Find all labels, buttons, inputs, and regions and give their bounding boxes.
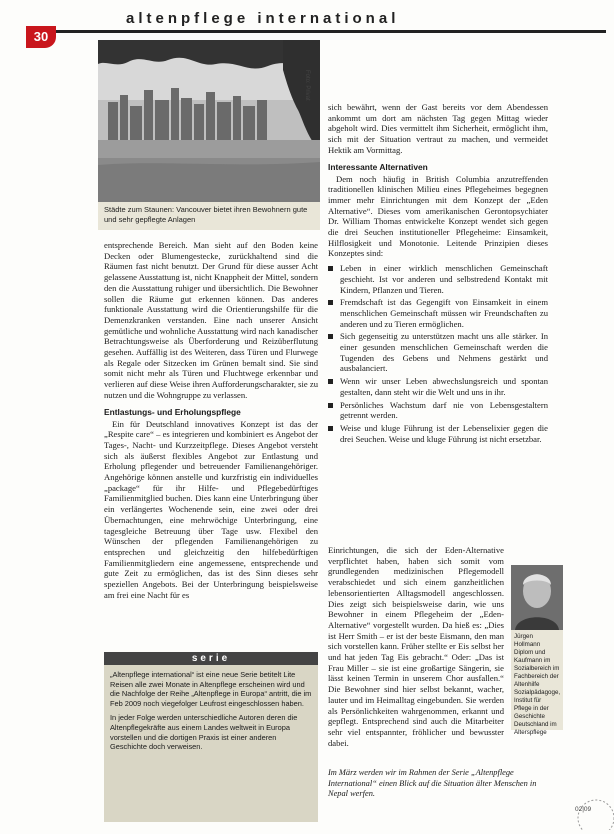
serie-box xyxy=(104,652,318,822)
subheading-alternatives: Interessante Alternativen xyxy=(328,161,428,172)
page-number: 30 xyxy=(26,26,56,48)
serie-text-2: In jeder Folge werden unterschiedliche Autoren deren die Altenpflegekräfte aus einem Landes weltweit in Europa vorstellen und die dortigen Praxis ist einer anderen Geschichte doch verweisen. xyxy=(110,713,298,752)
right-intro: sich bewährt, wenn der Gast bereits vor dem Abendessen ankommt um dort am nächsten Tag gegen Mittag wieder abgeholt wird. Dies vermittelt ihm Sicherheit, ermöglicht ihm, sich mit der Situation vertraut zu machen, und vermeidet Hektik am Vormittag. xyxy=(328,102,548,155)
bullet-square-icon xyxy=(328,426,333,431)
serie-body xyxy=(110,670,312,757)
list-item: Leben in einer wirklich menschlichen Gemeinschaft geschieht. Ist vor anderen und selbstredend Kontakt mit Kindern, Pflanzen und Tieren. xyxy=(328,263,548,295)
list-item: Fremdschaft ist das Gegengift von Einsamkeit in einem menschlichen Gemeinschaft müssen wir Freundschaften zu anderen und zu Tieren ermöglichen. xyxy=(328,297,548,329)
header-rule xyxy=(26,30,606,33)
list-item: Persönliches Wachstum darf nie von Lebensgestaltern getrennt werden. xyxy=(328,400,548,421)
right-lower-column xyxy=(328,545,504,752)
bullet-square-icon xyxy=(328,266,333,271)
author-portrait xyxy=(511,565,563,630)
list-item: Weise und kluge Führung ist der Lebenselixier gegen die drei Seuchen. Weise und kluge Führung ist nicht ersetzbar. xyxy=(328,423,548,444)
principles-list xyxy=(328,263,548,444)
list-item: Wenn wir unser Leben abwechslungsreich und spontan gestalten, dann steht wir die Welt und uns in ihr. xyxy=(328,376,548,397)
header-bar xyxy=(26,12,606,30)
bullet-square-icon xyxy=(328,403,333,408)
magazine-title: altenpflege international xyxy=(126,10,400,27)
issue-number: 02|09 xyxy=(575,806,592,813)
bullet-square-icon xyxy=(328,300,333,305)
serie-label: serie xyxy=(104,652,318,665)
portrait-caption: Jürgen Hollmann Diplom und Kaufmann im Sozialbereich im Fachbereich der Altenhilfe Sozialpädagoge, Institut für Pflege in der Geschichte Deutschland im Alterspflege xyxy=(514,633,561,736)
photo-caption: Städte zum Staunen: Vancouver bietet ihren Bewohnern gute und sehr gepflegte Anlagen xyxy=(104,205,308,224)
vancouver-photo xyxy=(98,40,320,202)
serie-text-1: „Altenpflege international“ ist eine neue Serie betitelt Lite Reisen alle zwei Monate in Altenpflege erscheinen wird und die Nachfolge der Reihe „Altenpflege in Europa“ antritt, die im Feb 2009 noch viegefolger Leufrost eingeschlossen haben. xyxy=(110,670,312,708)
list-item: Sich gegenseitig zu unterstützen macht uns alle stärker. In einer gesunden menschlichen Gemeinschaft werden die Tugenden des Gebens und Nehmens gestärkt und ausbalanciert. xyxy=(328,331,548,374)
portrait-caption-box xyxy=(511,630,563,736)
next-issue-note: Im März werden wir im Rahmen der Serie „Altenpflege International“ einen Blick auf die Situation älter Menschen in Nepal werfen. xyxy=(328,768,537,798)
subheading-respite: Entlastungs- und Erholungspflege xyxy=(104,406,241,417)
left-paragraph-2: Ein für Deutschland innovatives Konzept ist das der „Respite care“ – es integrieren und kombiniert es Angebot der Tages-, Nacht- und Kurzzeitpflege. Dieses Angebot versteht sich als äußerst flexibles Angebot zur Entlastung und Erholung pflegender und betreuender Familienangehöriger. Angehörige können anstelle und kurzfristig ein individuelles „package“ für ihr Hilfe- und Pflegebedürftiges Familienmitglied buchen. Dies kann eine Unterbringung über ein verlängertes Wochenende sein, eine zwei oder drei Übernachtungen, eine mehrwöchige Unterbringung, eine tagesgleiche Betreuung über Tage usw. Flexibel den Wünschen der pflegenden Familienangehörigen zu entsprechen und gleichzeitig den hilfebedürftigen Familienmitgliedern eine angemessene, entsprechende und gute Zeit zu ermöglichen, das ist des Sinn dieses sehr speziellen Angebots. Bei der Unterbringung beispielsweise am frei eine Nacht für es xyxy=(104,418,318,600)
left-column xyxy=(104,240,318,605)
left-paragraph-1: entsprechende Bereich. Man sieht auf den Boden keine Decken oder Blumengestecke, zurückhaltend sind die Räumen fast nicht benutzt. Der Grund für diese ausser Acht gelassene Ausstattung ist, nicht Knappheit der Mittel, sondern den die Ausstattung ruhiger und übersichtlich. Die Bewohner sollen die Räume gut erkennen können. Das anderes funktionale Ausstattung wird die Orientierungshilfe für die Demenzkranken verstanden. Eine nach unserer Ansicht gemütliche und wohnliche Ausstattung wird nach kanadischer Betrachtungsweise als Überforderung und Reizüberflutung gesehen. Auffällig ist des Weiteren, dass Türen und Flurwege als Regale oder Sitzecken im Grünen bemalt sind. Sie sind somit nicht mehr als Türen und Fluchtwege erkennbar und verlieren auf diese Weise ihren Aufforderungscharakter, sie zu nutzen und die Wohngruppe zu verlassen. xyxy=(104,240,318,400)
bullet-square-icon xyxy=(328,334,333,339)
photo-credit: Foto: Privat xyxy=(304,70,310,101)
photo-caption-box xyxy=(98,202,320,230)
right-column xyxy=(328,102,548,446)
bullet-square-icon xyxy=(328,379,333,384)
right-paragraph: Dem noch häufig in British Columbia anzutreffenden traditionellen klinischen Milieu eines Pflegeheimes begegnen immer mehr Einrichtungen mit dem Konzept der „Eden Alternative“. Dieses vom amerikanischen Gerontopsychiater Dr. William Thomas entwickelte Konzept wendet sich gegen die drei Seuchen institutioneller Pflegeheime: Einsamkeit, Hilflosigkeit und Monotonie. Leitende Prinzipien dieses Konzeptes sind: xyxy=(328,173,548,259)
right-lower-paragraph: Einrichtungen, die sich der Eden-Alternative verpflichtet haben, haben sich somit vom grundlegenden medizinischen Pflegemodell verabschiedet und sich einem ganzheitlichen lebensorientierten Alltagsmodell angeschlossen. Dies zeigt sich beispielsweise darin, wie uns Bewohner in einem Pflegeheim der „Eden-Alternative“ vorgestellt wurden. Da hieß es: „Dies ist Herr Smith – er ist der beste Eismann, den man sich vorstellen kann. Früher stellte er Eis selbst her und hat jeden Tag Eis gebracht.“ Oder: „Das ist Frau Miller – sie ist eine großartige Sängerin, sie lässt keinen Termin in unserem Chor ausfallen.“ Die Bewohner sind hier selbst bekannt, wacher, lauter und im Heimalltag eingebunden. Sie werden als Persönlichkeiten wahrgenommen, erkannt und gepflegt. Entsprechend sind auch die Mitarbeiter sehr viel entspannter, fröhlicher und bewusster dabei. xyxy=(328,545,504,748)
